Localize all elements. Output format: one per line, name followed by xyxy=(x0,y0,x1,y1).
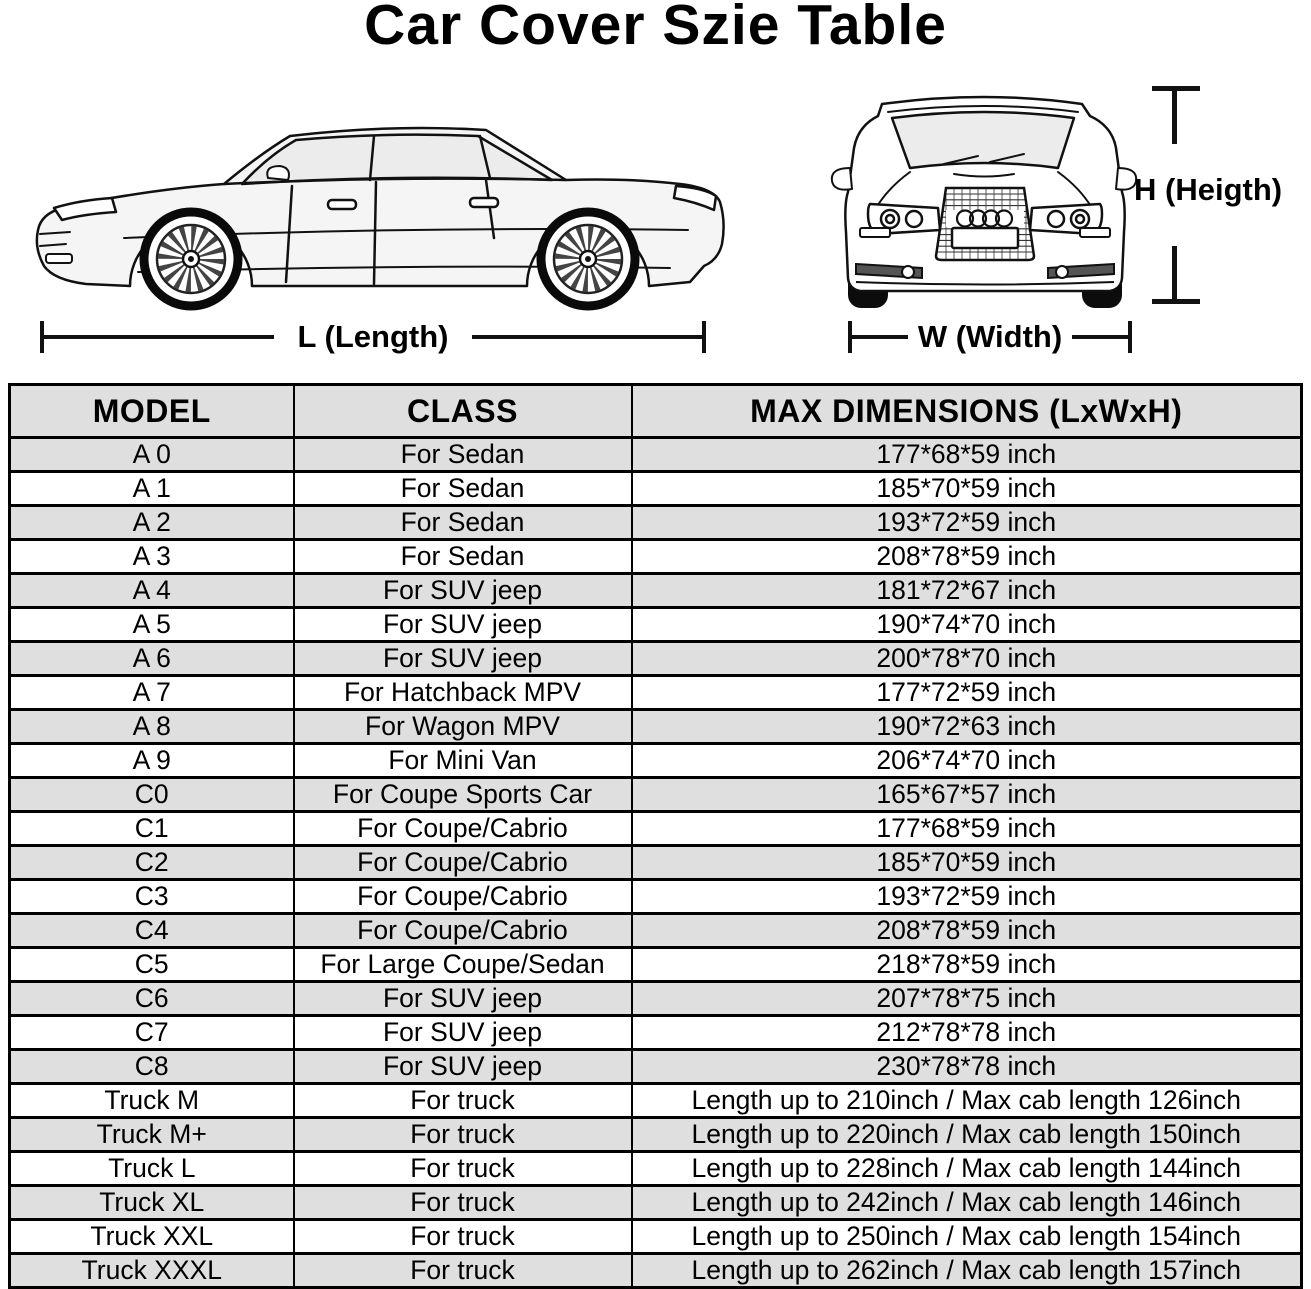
cell-dimensions: Length up to 228inch / Max cab length 144inch xyxy=(632,1152,1302,1186)
width-label: W (Width) xyxy=(917,319,1063,354)
cell-class: For truck xyxy=(294,1084,632,1118)
cell-model: Truck M+ xyxy=(10,1118,294,1152)
cell-class: For Sedan xyxy=(294,506,632,540)
cell-dimensions: 230*78*78 inch xyxy=(632,1050,1302,1084)
car-front-view-icon xyxy=(826,82,1144,320)
table-row xyxy=(10,608,1302,642)
cell-dimensions: Length up to 210inch / Max cab length 126inch xyxy=(632,1084,1302,1118)
cell-model: C7 xyxy=(10,1016,294,1050)
header-model: MODEL xyxy=(10,385,294,438)
cell-dimensions: 207*78*75 inch xyxy=(632,982,1302,1016)
cell-model: A 3 xyxy=(10,540,294,574)
cell-model: A 7 xyxy=(10,676,294,710)
page-title: Car Cover Szie Table xyxy=(364,0,947,57)
cell-dimensions: 177*68*59 inch xyxy=(632,438,1302,472)
cell-model: A 4 xyxy=(10,574,294,608)
cell-dimensions: 218*78*59 inch xyxy=(632,948,1302,982)
dimension-tick-icon xyxy=(1152,299,1200,304)
cell-class: For Sedan xyxy=(294,540,632,574)
cell-class: For SUV jeep xyxy=(294,608,632,642)
table-header-row xyxy=(10,385,1302,438)
cell-class: For SUV jeep xyxy=(294,642,632,676)
size-table-body xyxy=(10,438,1302,1288)
table-row xyxy=(10,914,1302,948)
header-class: CLASS xyxy=(294,385,632,438)
table-row xyxy=(10,642,1302,676)
cell-model: C5 xyxy=(10,948,294,982)
cell-dimensions: 208*78*59 inch xyxy=(632,914,1302,948)
cell-dimensions: 177*68*59 inch xyxy=(632,812,1302,846)
table-row xyxy=(10,1118,1302,1152)
cell-dimensions: 185*70*59 inch xyxy=(632,472,1302,506)
header-max-dimensions: MAX DIMENSIONS (LxWxH) xyxy=(632,385,1302,438)
cell-class: For Hatchback MPV xyxy=(294,676,632,710)
table-row xyxy=(10,438,1302,472)
cell-model: C1 xyxy=(10,812,294,846)
cell-class: For Coupe/Cabrio xyxy=(294,846,632,880)
table-row xyxy=(10,1016,1302,1050)
cell-dimensions: 193*72*59 inch xyxy=(632,506,1302,540)
car-side-view-icon xyxy=(28,92,738,324)
table-row xyxy=(10,1186,1302,1220)
cell-class: For SUV jeep xyxy=(294,574,632,608)
table-row xyxy=(10,472,1302,506)
table-row xyxy=(10,880,1302,914)
cell-class: For truck xyxy=(294,1152,632,1186)
cell-class: For Coupe/Cabrio xyxy=(294,812,632,846)
cell-class: For SUV jeep xyxy=(294,982,632,1016)
cell-dimensions: Length up to 250inch / Max cab length 154inch xyxy=(632,1220,1302,1254)
dimension-line xyxy=(1172,86,1177,144)
cell-class: For Wagon MPV xyxy=(294,710,632,744)
cell-dimensions: 181*72*67 inch xyxy=(632,574,1302,608)
cell-class: For Sedan xyxy=(294,472,632,506)
cell-class: For SUV jeep xyxy=(294,1016,632,1050)
car-side-view-drawing xyxy=(28,92,738,324)
cell-dimensions: 193*72*59 inch xyxy=(632,880,1302,914)
cell-model: Truck XXXL xyxy=(10,1254,294,1288)
dimension-line xyxy=(44,335,274,339)
dimension-line xyxy=(1072,335,1128,339)
cell-model: A 9 xyxy=(10,744,294,778)
cell-dimensions: 206*74*70 inch xyxy=(632,744,1302,778)
table-row xyxy=(10,1220,1302,1254)
cell-class: For truck xyxy=(294,1254,632,1288)
cell-class: For Sedan xyxy=(294,438,632,472)
table-row xyxy=(10,846,1302,880)
table-row xyxy=(10,676,1302,710)
table-row xyxy=(10,1084,1302,1118)
size-table xyxy=(8,383,1303,1289)
cell-dimensions: 177*72*59 inch xyxy=(632,676,1302,710)
cell-dimensions: 190*72*63 inch xyxy=(632,710,1302,744)
cell-class: For Coupe Sports Car xyxy=(294,778,632,812)
table-row xyxy=(10,812,1302,846)
table-row xyxy=(10,1152,1302,1186)
cell-dimensions: 208*78*59 inch xyxy=(632,540,1302,574)
cell-class: For truck xyxy=(294,1186,632,1220)
car-front-view-drawing xyxy=(826,82,1144,320)
cell-dimensions: 185*70*59 inch xyxy=(632,846,1302,880)
table-row xyxy=(10,540,1302,574)
table-row xyxy=(10,574,1302,608)
dimension-tick-icon xyxy=(1128,321,1132,353)
table-row xyxy=(10,744,1302,778)
length-dimension xyxy=(40,320,706,354)
cell-model: C0 xyxy=(10,778,294,812)
table-row xyxy=(10,710,1302,744)
cell-model: A 1 xyxy=(10,472,294,506)
cell-dimensions: Length up to 262inch / Max cab length 157inch xyxy=(632,1254,1302,1288)
cell-model: C4 xyxy=(10,914,294,948)
cell-model: C2 xyxy=(10,846,294,880)
cell-model: A 2 xyxy=(10,506,294,540)
length-label: L (Length) xyxy=(297,319,449,354)
cell-class: For Coupe/Cabrio xyxy=(294,880,632,914)
width-dimension xyxy=(848,320,1132,354)
cell-class: For Large Coupe/Sedan xyxy=(294,948,632,982)
cell-class: For SUV jeep xyxy=(294,1050,632,1084)
table-row xyxy=(10,778,1302,812)
cell-class: For truck xyxy=(294,1220,632,1254)
cell-model: Truck XXL xyxy=(10,1220,294,1254)
table-row xyxy=(10,1254,1302,1288)
cell-model: A 5 xyxy=(10,608,294,642)
table-row xyxy=(10,506,1302,540)
cell-model: Truck XL xyxy=(10,1186,294,1220)
dimension-line xyxy=(472,335,702,339)
cell-class: For truck xyxy=(294,1118,632,1152)
cell-dimensions: 190*74*70 inch xyxy=(632,608,1302,642)
cell-model: A 8 xyxy=(10,710,294,744)
cell-model: C8 xyxy=(10,1050,294,1084)
cell-model: A 6 xyxy=(10,642,294,676)
dimension-line xyxy=(1172,246,1177,304)
cell-dimensions: Length up to 242inch / Max cab length 146inch xyxy=(632,1186,1302,1220)
cell-model: C3 xyxy=(10,880,294,914)
table-row xyxy=(10,948,1302,982)
cell-model: C6 xyxy=(10,982,294,1016)
cell-dimensions: 200*78*70 inch xyxy=(632,642,1302,676)
cell-dimensions: 165*67*57 inch xyxy=(632,778,1302,812)
dimension-tick-icon xyxy=(702,321,706,353)
cell-model: Truck M xyxy=(10,1084,294,1118)
dimension-line xyxy=(852,335,908,339)
table-row xyxy=(10,1050,1302,1084)
table-row xyxy=(10,982,1302,1016)
cell-dimensions: 212*78*78 inch xyxy=(632,1016,1302,1050)
cell-class: For Coupe/Cabrio xyxy=(294,914,632,948)
cell-dimensions: Length up to 220inch / Max cab length 150inch xyxy=(632,1118,1302,1152)
cell-model: Truck L xyxy=(10,1152,294,1186)
height-label: H (Heigth) xyxy=(1134,172,1283,207)
cell-class: For Mini Van xyxy=(294,744,632,778)
cell-model: A 0 xyxy=(10,438,294,472)
